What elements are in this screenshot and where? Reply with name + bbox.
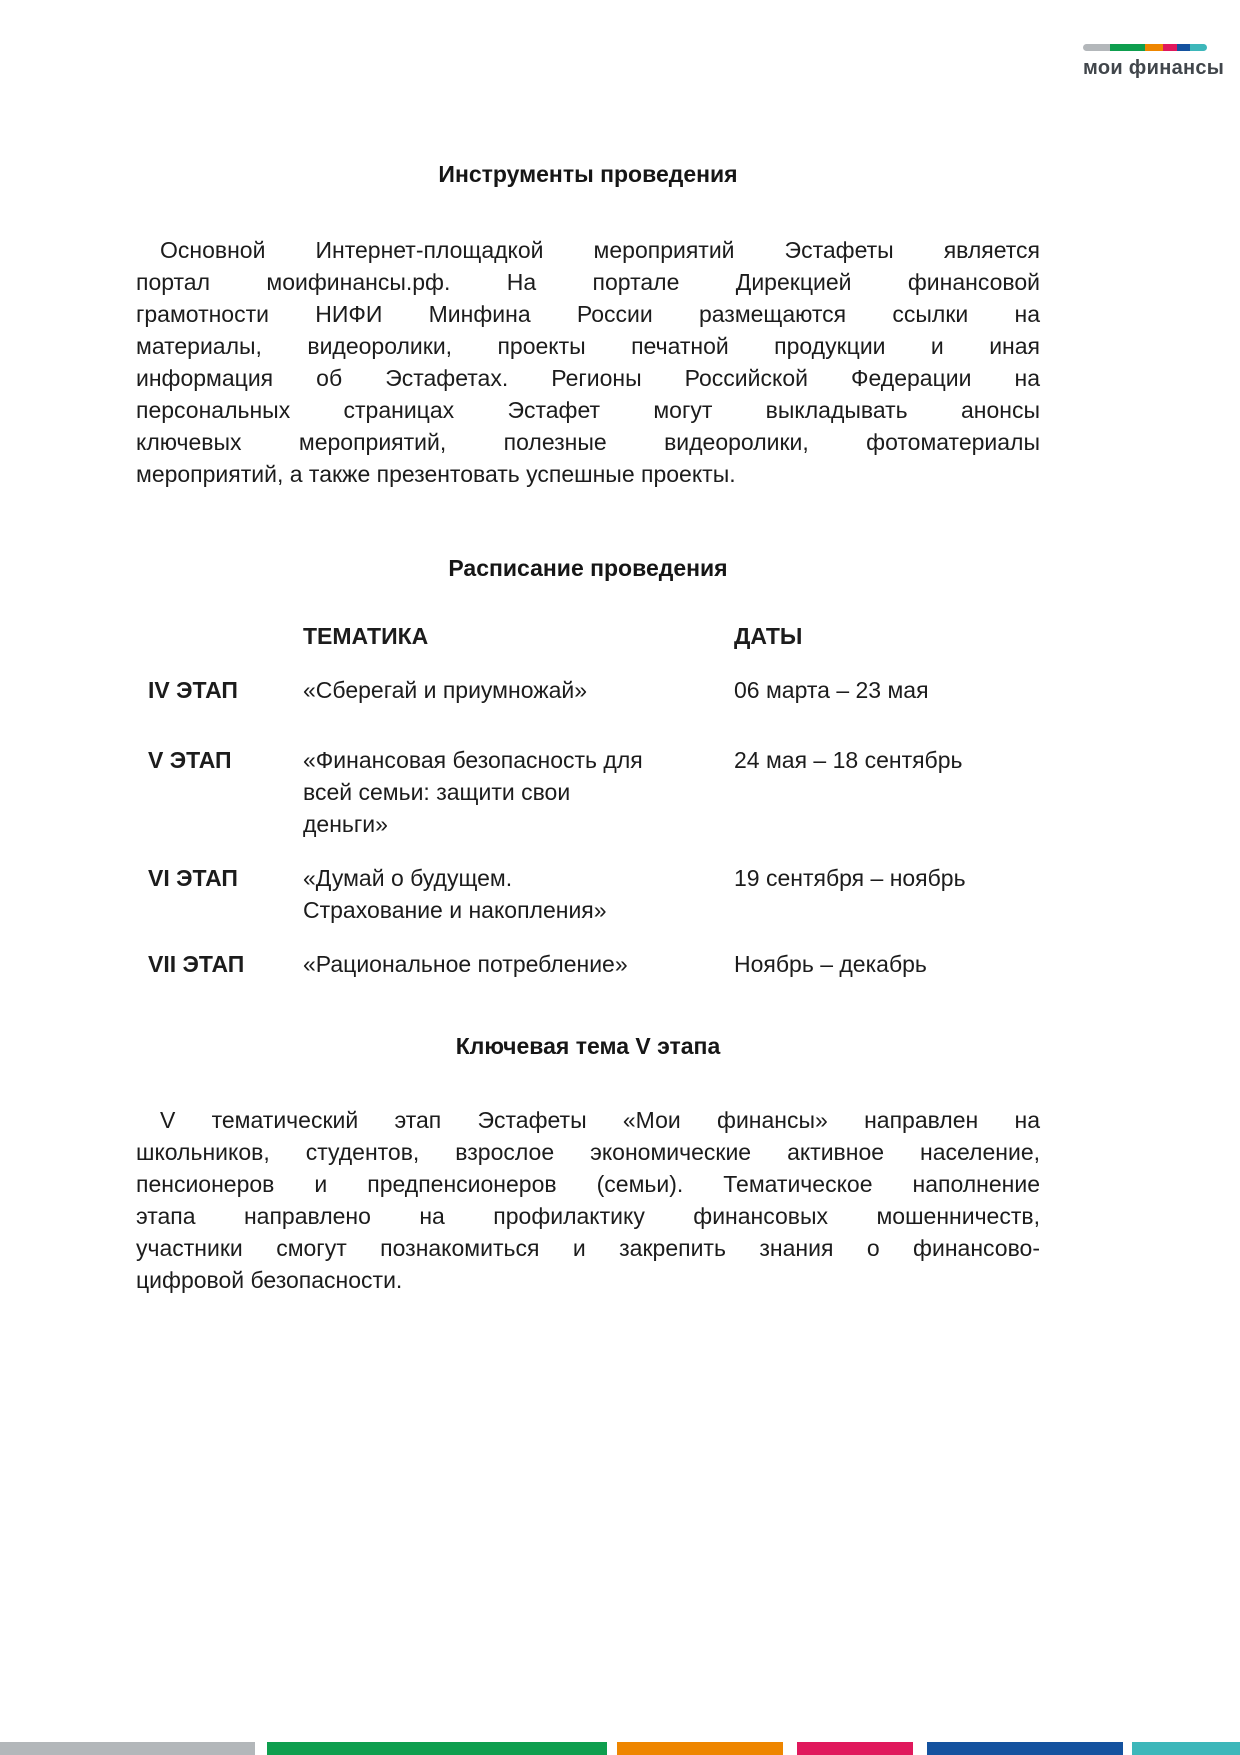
theme-line: Страхование и накопления» [303,897,607,923]
table-row-stage-7 [136,948,1040,980]
logo-text: мои финансы [1083,57,1225,79]
text-line: участники смогут познакомиться и закрепить знания о финансово- [136,1235,1040,1261]
text-line: пенсионеров и предпенсионеров (семьи). Тематическое наполнение [136,1171,1040,1197]
logo-bar-segment [1083,44,1110,51]
schedule-table [136,620,1040,980]
my-finances-logo [1083,44,1225,80]
table-header-row [136,620,1040,652]
logo-bar-segment [1110,44,1145,51]
theme-line: «Финансовая безопасность для [303,747,643,773]
dates-cell: 24 мая – 18 сентябрь [734,747,963,773]
theme-line: «Сберегай и приумножай» [303,677,588,703]
theme-line: «Думай о будущем. [303,865,513,891]
document-content [136,0,1040,1296]
text-line: мероприятий, а также презентовать успешные проекты. [136,461,736,487]
text-line: школьников, студентов, взрослое экономические активное население, [136,1139,1040,1165]
stripe-segment [1132,1742,1240,1755]
text-line: информация об Эстафетах. Регионы Российской Федерации на [136,365,1040,391]
table-row-stage-4 [136,674,1040,706]
theme-cell [303,948,734,980]
footer-color-stripe [0,1742,1240,1755]
logo-bar-segment [1163,44,1177,51]
text-line: грамотности НИФИ Минфина России размещаются ссылки на [136,301,1040,327]
text-line: ключевых мероприятий, полезные видеоролики, фотоматериалы [136,429,1040,455]
theme-line: «Рациональное потребление» [303,951,628,977]
dates-cell: 19 сентября – ноябрь [734,865,966,891]
logo-bar-segment [1145,44,1163,51]
stripe-segment [0,1742,255,1755]
dates-cell: 06 марта – 23 мая [734,677,929,703]
stage-label: VI ЭТАП [148,865,238,891]
text-line: цифровой безопасности. [136,1267,403,1293]
text-line: этапа направлено на профилактику финансовых мошенничеств, [136,1203,1040,1229]
table-row-stage-6 [136,862,1040,926]
stage-label: IV ЭТАП [148,677,238,703]
stage-label: VII ЭТАП [148,951,245,977]
heading-schedule: Расписание проведения [448,555,728,581]
text-line: портал моифинансы.рф. На портале Дирекцией финансовой [136,269,1040,295]
table-row-stage-5 [136,744,1040,840]
heading-key-topic: Ключевая тема V этапа [455,1033,721,1059]
paragraph-key-topic [136,1104,1040,1296]
table-header-theme: ТЕМАТИКА [303,623,429,649]
theme-cell [303,862,734,926]
text-line: Основной Интернет-площадкой мероприятий Эстафеты является [160,237,1040,263]
theme-line: всей семьи: защити свои [303,779,571,805]
text-line: V тематический этап Эстафеты «Мои финансы» направлен на [160,1107,1040,1133]
theme-line: деньги» [303,811,388,837]
table-header-dates: ДАТЫ [734,623,803,649]
logo-bar-segment [1177,44,1191,51]
text-line: материалы, видеоролики, проекты печатной продукции и иная [136,333,1040,359]
text-line: персональных страницах Эстафет могут выкладывать анонсы [136,397,1040,423]
table-header-stage [136,620,303,652]
stripe-segment [797,1742,913,1755]
heading-tools: Инструменты проведения [438,161,738,187]
stripe-segment [617,1742,783,1755]
stripe-segment [927,1742,1123,1755]
stripe-segment [267,1742,607,1755]
logo-color-bar-icon [1083,44,1207,51]
dates-cell: Ноябрь – декабрь [734,951,927,977]
stage-label: V ЭТАП [148,747,232,773]
logo-bar-segment [1190,44,1207,51]
paragraph-intro [136,234,1040,490]
theme-cell [303,674,734,706]
theme-cell [303,744,734,840]
